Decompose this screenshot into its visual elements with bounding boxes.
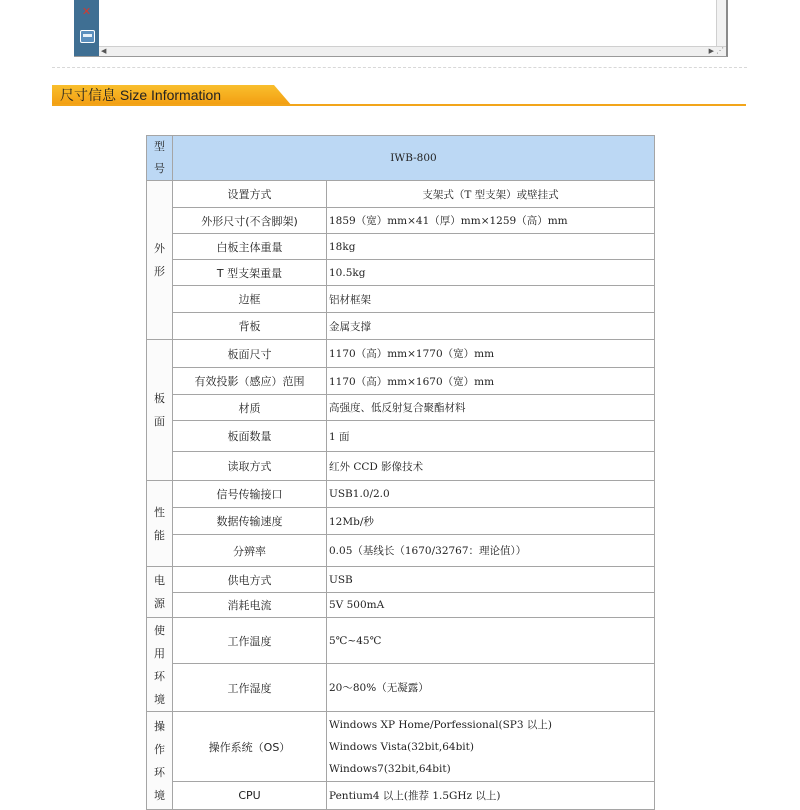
category-char: 型 (154, 140, 165, 153)
category-label (147, 387, 172, 433)
category-label (147, 501, 172, 547)
table-row (147, 712, 655, 782)
spec-label: 材质 (173, 395, 327, 421)
category-cell (147, 567, 173, 618)
spec-label: 信号传输接口 (173, 481, 327, 508)
os-line: Windows Vista(32bit,64bit) (329, 740, 474, 753)
category-char: 板 (154, 392, 165, 405)
spec-label: 分辨率 (173, 535, 327, 567)
table-row (147, 618, 655, 664)
table-row (147, 208, 655, 234)
spec-value: 红外 CCD 影像技术 (327, 452, 655, 481)
category-char: 用 (154, 646, 165, 660)
spec-table (146, 135, 655, 810)
spec-label: 白板主体重量 (173, 234, 327, 260)
spec-value: USB (327, 567, 655, 593)
spec-value: 支架式（T 型支架）或壁挂式 (327, 181, 655, 208)
spec-label: 有效投影（感应）范围 (173, 368, 327, 395)
spec-label: 板面数量 (173, 421, 327, 452)
vertical-scrollbar[interactable] (716, 0, 726, 46)
table-row (147, 181, 655, 208)
spec-value: 铝材框架 (327, 286, 655, 313)
spec-value: 1170（高）mm×1670（宽）mm (327, 368, 655, 395)
table-row (147, 452, 655, 481)
model-label (147, 136, 172, 180)
spec-value: 1859（宽）mm×41（厚）mm×1259（高）mm (327, 208, 655, 234)
table-row (147, 313, 655, 340)
model-value: IWB-800 (173, 136, 655, 181)
category-char: 境 (154, 692, 165, 706)
spec-label: 板面尺寸 (173, 340, 327, 368)
window-icon[interactable] (80, 30, 95, 43)
table-row (147, 260, 655, 286)
category-char: 环 (154, 669, 165, 683)
category-char: 操 (154, 719, 165, 733)
table-row (147, 368, 655, 395)
category-cell (147, 712, 173, 810)
spec-label: 供电方式 (173, 567, 327, 593)
section-title: 尺寸信息 Size Information (60, 87, 222, 103)
os-line: Windows XP Home/Porfessional(SP3 以上) (329, 718, 552, 731)
spec-value: 1 面 (327, 421, 655, 452)
spec-value: 高强度、低反射复合聚酯材料 (327, 395, 655, 421)
table-row (147, 782, 655, 810)
table-row (147, 286, 655, 313)
spec-label: 设置方式 (173, 181, 327, 208)
spec-value: 20～80%（无凝露） (327, 664, 655, 712)
embedded-frame (74, 0, 728, 57)
resize-grip-icon[interactable]: ⋰ (716, 46, 724, 55)
table-row (147, 567, 655, 593)
spec-value: 12Mb/秒 (327, 508, 655, 535)
table-row (147, 535, 655, 567)
category-label (147, 237, 172, 283)
spec-value: 5℃~45℃ (327, 618, 655, 664)
table-row (147, 508, 655, 535)
table-header-row (147, 136, 655, 181)
category-cell (147, 181, 173, 340)
spec-label: 操作系统（OS） (173, 712, 327, 782)
category-char: 性 (154, 505, 165, 519)
spec-value: USB1.0/2.0 (327, 481, 655, 508)
table-row (147, 234, 655, 260)
scroll-left-icon[interactable]: ◀ (101, 47, 107, 55)
category-char: 能 (154, 528, 165, 542)
table-row (147, 481, 655, 508)
category-label (147, 569, 172, 615)
category-char: 作 (154, 742, 165, 756)
spec-label: 边框 (173, 286, 327, 313)
table-row (147, 340, 655, 368)
category-cell (147, 481, 173, 567)
category-label (147, 619, 172, 711)
spec-label: 数据传输速度 (173, 508, 327, 535)
spec-label: T 型支架重量 (173, 260, 327, 286)
spec-value: 10.5kg (327, 260, 655, 286)
spec-label: 背板 (173, 313, 327, 340)
spec-value: 5V 500mA (327, 593, 655, 618)
category-char: 环 (154, 765, 165, 779)
spec-label: 工作湿度 (173, 664, 327, 712)
category-char: 源 (154, 597, 165, 610)
category-char: 形 (154, 265, 165, 278)
model-label-cell (147, 136, 173, 181)
frame-toolbar (74, 0, 99, 56)
spec-label: 消耗电流 (173, 593, 327, 618)
category-cell (147, 340, 173, 481)
close-icon[interactable]: ✕ (81, 5, 92, 18)
table-row (147, 593, 655, 618)
section-header (52, 85, 746, 109)
category-char: 外 (154, 242, 165, 255)
spec-value: Pentium4 以上(推荐 1.5GHz 以上) (327, 782, 655, 810)
spec-value: 0.05（基线长（1670/32767：理论值）） (327, 535, 655, 567)
spec-label: 外形尺寸(不含脚架) (173, 208, 327, 234)
category-label (147, 715, 172, 807)
divider (52, 67, 747, 68)
section-rule (52, 104, 746, 106)
scroll-right-icon[interactable]: ▶ (708, 47, 714, 55)
category-char: 电 (154, 574, 165, 587)
spec-label: 工作温度 (173, 618, 327, 664)
category-char: 面 (154, 415, 165, 428)
spec-value: 18kg (327, 234, 655, 260)
spec-value: 1170（高）mm×1770（宽）mm (327, 340, 655, 368)
spec-value (327, 712, 655, 782)
category-char: 号 (154, 162, 165, 175)
os-line: Windows7(32bit,64bit) (329, 762, 451, 775)
spec-label: CPU (173, 782, 327, 810)
spec-label: 读取方式 (173, 452, 327, 481)
table-row (147, 421, 655, 452)
spec-value: 金属支撑 (327, 313, 655, 340)
table-row (147, 395, 655, 421)
table-row (147, 664, 655, 712)
category-char: 境 (154, 788, 165, 802)
horizontal-scrollbar[interactable] (99, 46, 726, 56)
category-cell (147, 618, 173, 712)
category-char: 使 (154, 623, 165, 637)
